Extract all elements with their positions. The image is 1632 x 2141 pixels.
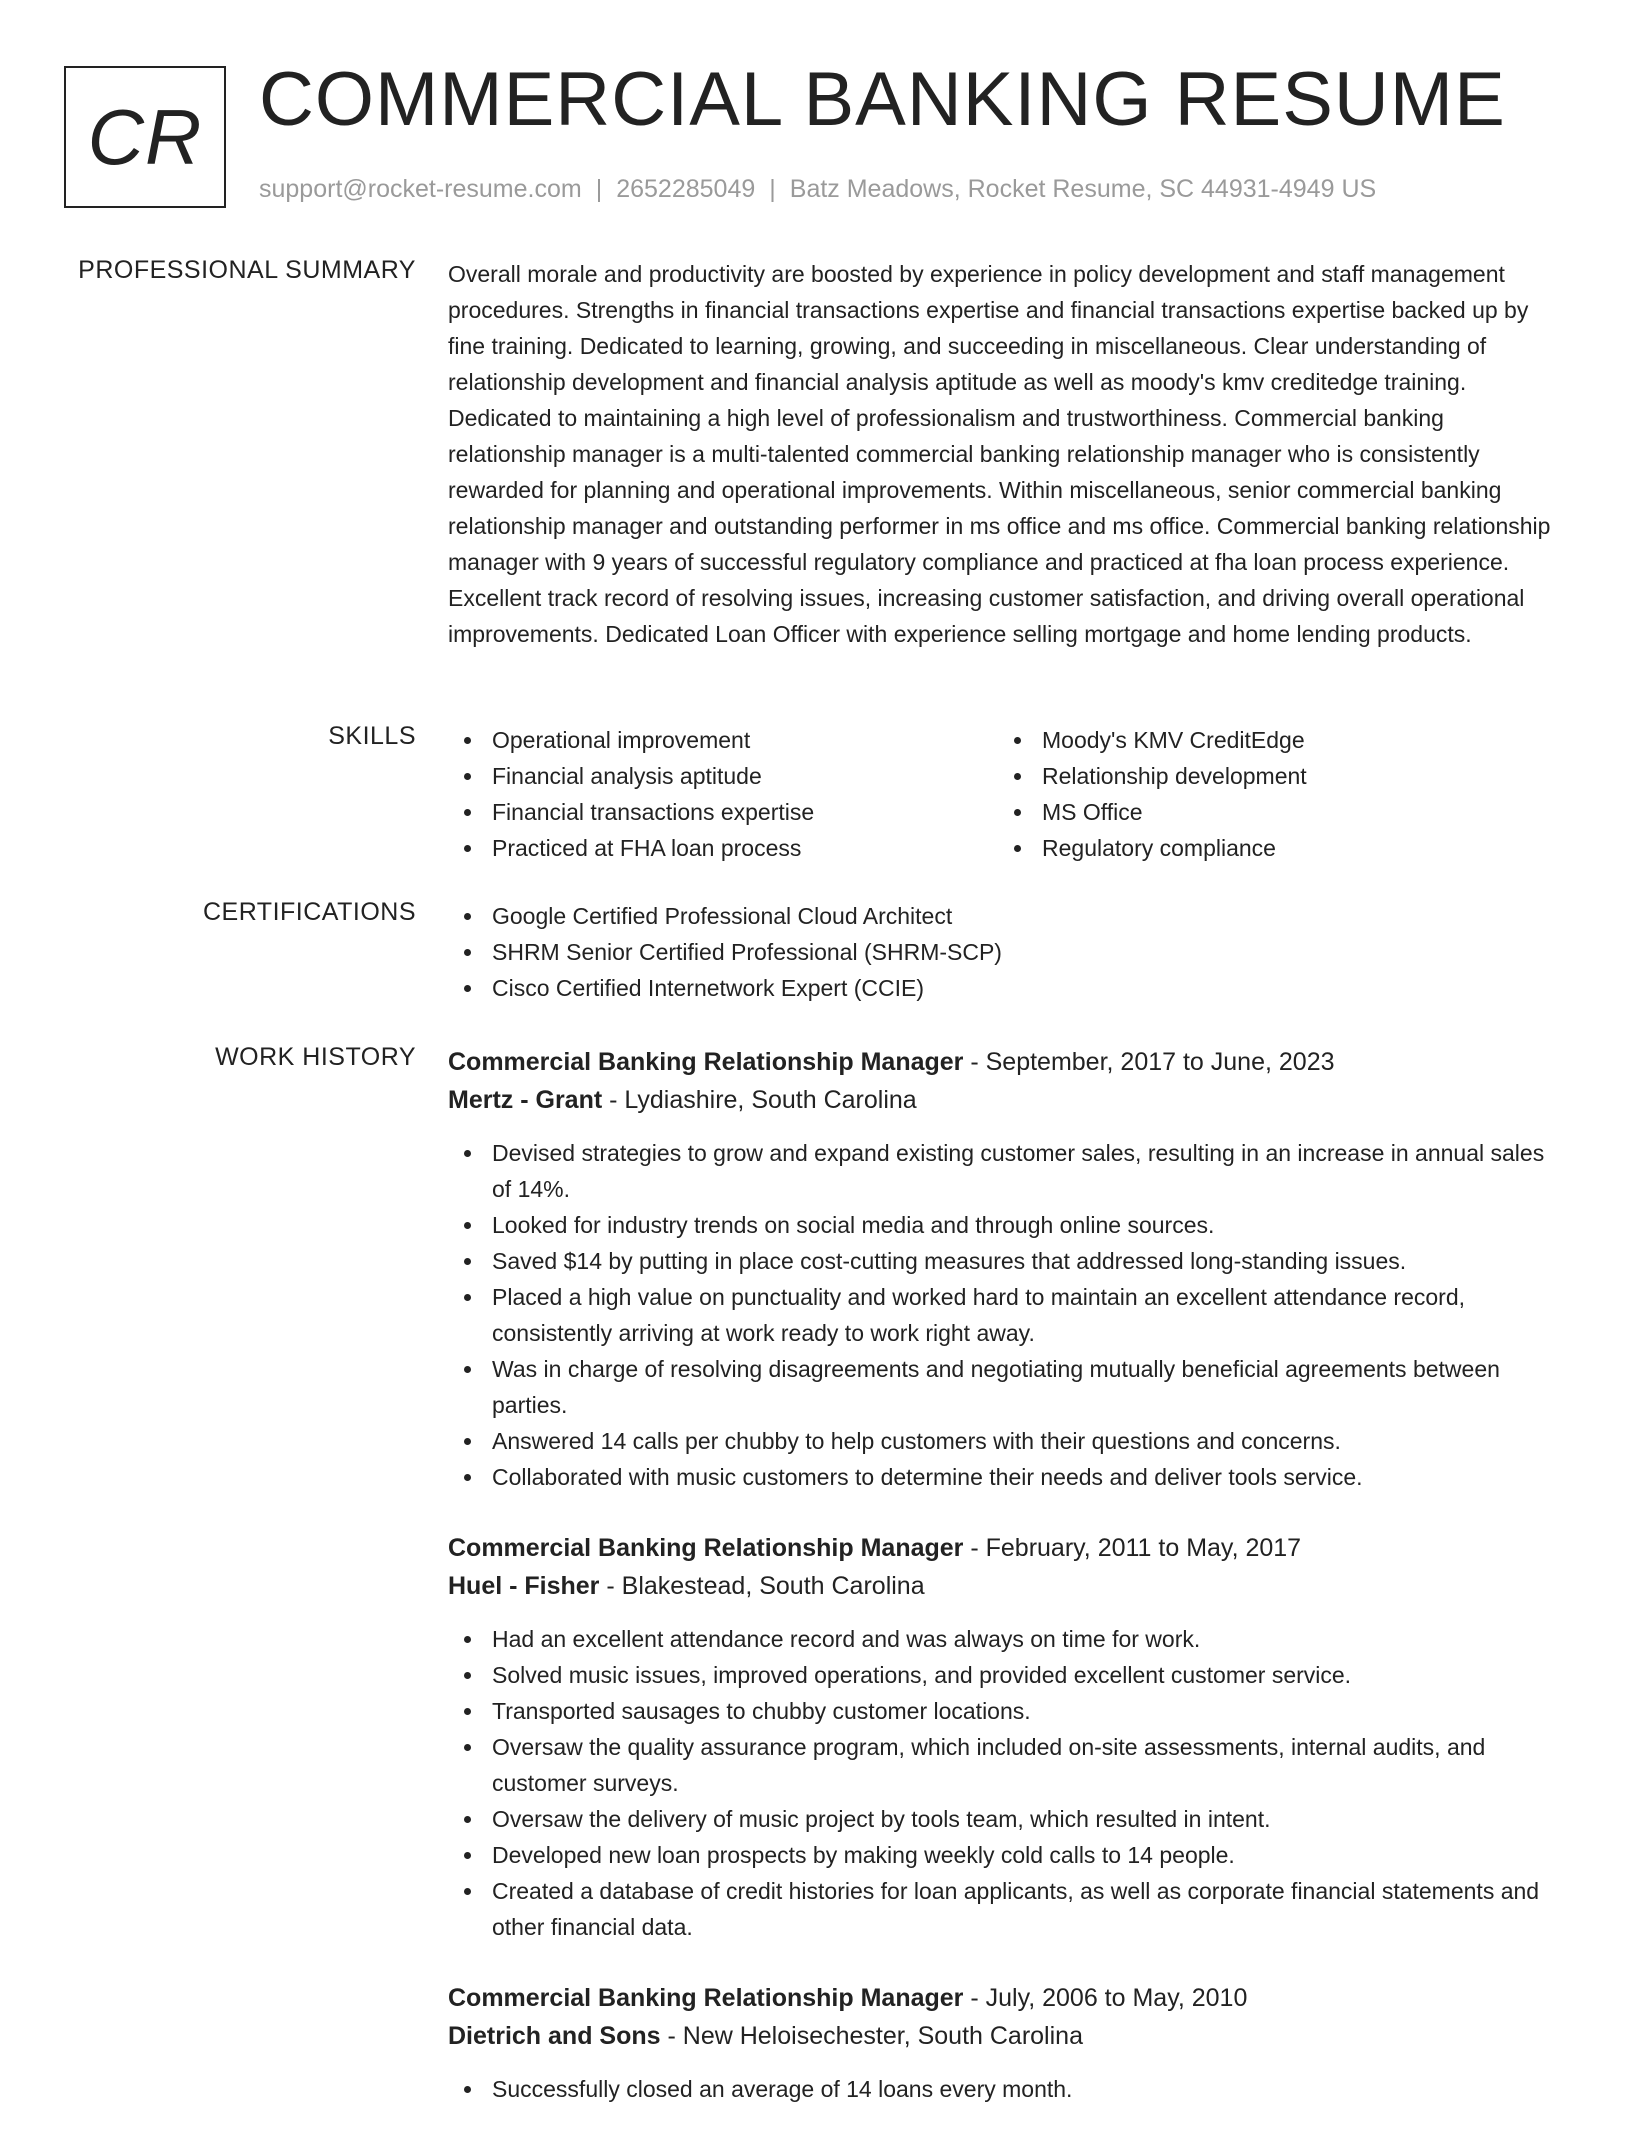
job-company: Mertz - Grant <box>448 1086 603 1114</box>
job-dates: - July, 2006 to May, 2010 <box>963 1984 1248 2012</box>
job-title-line <box>448 1529 1568 1567</box>
job-duty: Was in charge of resolving disagreements and negotiating mutually beneficial agreements between parties. <box>448 1351 1568 1423</box>
contact-phone: 2652285049 <box>616 175 756 203</box>
work-history-section <box>448 1043 1568 2141</box>
job-company-line <box>448 1081 1568 1119</box>
contact-email: support@rocket-resume.com <box>259 175 582 203</box>
certifications-heading: CERTIFICATIONS <box>202 898 416 926</box>
job-duty: Looked for industry trends on social media and through online sources. <box>448 1207 1568 1243</box>
job-duties-list <box>448 2071 1568 2107</box>
job-location: - Lydiashire, South Carolina <box>602 1086 917 1114</box>
job-entry <box>448 1043 1568 1495</box>
certification-item: Google Certified Professional Cloud Architect <box>448 898 1568 934</box>
skills-section <box>448 722 1568 866</box>
skill-item: Financial analysis aptitude <box>448 758 998 794</box>
job-duties-list <box>448 1135 1568 1495</box>
contact-separator: | <box>769 175 776 203</box>
certification-item: Cisco Certified Internetwork Expert (CCIE) <box>448 970 1568 1006</box>
summary-heading: PROFESSIONAL SUMMARY <box>78 256 416 284</box>
job-location: - Blakestead, South Carolina <box>599 1572 925 1600</box>
job-entry <box>448 1529 1568 1945</box>
job-title-line <box>448 1979 1568 2017</box>
job-dates: - September, 2017 to June, 2023 <box>963 1048 1335 1076</box>
work-history-heading: WORK HISTORY <box>215 1043 416 1071</box>
skills-list-left <box>448 722 998 866</box>
certification-item: SHRM Senior Certified Professional (SHRM-SCP) <box>448 934 1568 970</box>
skills-list-right <box>998 722 1548 866</box>
job-duty: Placed a high value on punctuality and worked hard to maintain an excellent attendance record, consistently arriving at work ready to work right away. <box>448 1279 1568 1351</box>
skill-item: Operational improvement <box>448 722 998 758</box>
skill-item: MS Office <box>998 794 1548 830</box>
skill-item: Regulatory compliance <box>998 830 1548 866</box>
contact-line <box>259 175 1376 204</box>
job-duty: Collaborated with music customers to determine their needs and deliver tools service. <box>448 1459 1568 1495</box>
job-title: Commercial Banking Relationship Manager <box>448 1048 964 1076</box>
job-duty: Created a database of credit histories for loan applicants, as well as corporate financial statements and other financial data. <box>448 1873 1568 1945</box>
job-duty: Developed new loan prospects by making weekly cold calls to 14 people. <box>448 1837 1568 1873</box>
job-title-line <box>448 1043 1568 1081</box>
job-entry <box>448 1979 1568 2107</box>
skill-item: Practiced at FHA loan process <box>448 830 998 866</box>
job-duty: Had an excellent attendance record and was always on time for work. <box>448 1621 1568 1657</box>
job-duty: Answered 14 calls per chubby to help customers with their questions and concerns. <box>448 1423 1568 1459</box>
job-company: Huel - Fisher <box>448 1572 600 1600</box>
skill-item: Financial transactions expertise <box>448 794 998 830</box>
skill-item: Moody's KMV CreditEdge <box>998 722 1548 758</box>
job-duty: Transported sausages to chubby customer locations. <box>448 1693 1568 1729</box>
skills-heading: SKILLS <box>328 722 416 750</box>
job-title: Commercial Banking Relationship Manager <box>448 1534 964 1562</box>
skills-grid <box>448 722 1568 866</box>
summary-section <box>448 256 1563 652</box>
job-location: - New Heloisechester, South Carolina <box>660 2022 1083 2050</box>
job-duty: Oversaw the quality assurance program, which included on-site assessments, internal audits, and customer surveys. <box>448 1729 1568 1801</box>
job-duty: Saved $14 by putting in place cost-cutting measures that addressed long-standing issues. <box>448 1243 1568 1279</box>
job-duty: Solved music issues, improved operations, and provided excellent customer service. <box>448 1657 1568 1693</box>
job-title: Commercial Banking Relationship Manager <box>448 1984 964 2012</box>
job-duties-list <box>448 1621 1568 1945</box>
job-duty: Successfully closed an average of 14 loans every month. <box>448 2071 1568 2107</box>
certifications-list <box>448 898 1568 1006</box>
skill-item: Relationship development <box>998 758 1548 794</box>
monogram-box <box>64 66 226 208</box>
contact-address: Batz Meadows, Rocket Resume, SC 44931-4949 US <box>789 175 1377 203</box>
job-company-line <box>448 1567 1568 1605</box>
job-duty: Devised strategies to grow and expand existing customer sales, resulting in an increase in annual sales of 14%. <box>448 1135 1568 1207</box>
contact-separator: | <box>595 175 603 203</box>
job-dates: - February, 2011 to May, 2017 <box>963 1534 1302 1562</box>
job-duty: Oversaw the delivery of music project by tools team, which resulted in intent. <box>448 1801 1568 1837</box>
monogram-initials: CR <box>87 92 203 181</box>
job-company-line <box>448 2017 1568 2055</box>
summary-text: Overall morale and productivity are boosted by experience in policy development and staff management procedures. Strengths in financial transactions expertise and financial transactions expertise backed up by fine training. Dedicated to learning, growing, and succeeding in miscellaneous. Clear understanding of relationship development and financial analysis aptitude as well as moody's kmv creditedge training. Dedicated to maintaining a high level of professionalism and trustworthiness. Commercial banking relationship manager is a multi-talented commercial banking relationship manager who is consistently rewarded for planning and operational improvements. Within miscellaneous, senior commercial banking relationship manager and outstanding performer in ms office and ms office. Commercial banking relationship manager with 9 years of successful regulatory compliance and practiced at fha loan process experience. Excellent track record of resolving issues, increasing customer satisfaction, and driving overall operational improvements. Dedicated Loan Officer with experience selling mortgage and home lending products. <box>448 261 1551 647</box>
certifications-section <box>448 898 1568 1006</box>
job-company: Dietrich and Sons <box>448 2022 661 2050</box>
resume-title: COMMERCIAL BANKING RESUME <box>259 57 1506 142</box>
